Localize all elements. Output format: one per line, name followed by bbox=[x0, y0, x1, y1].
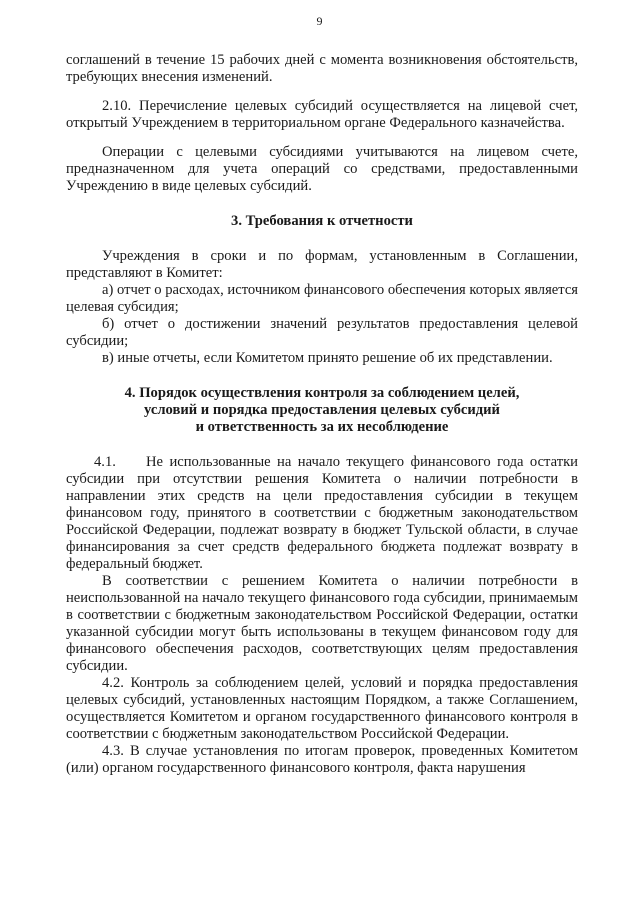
paragraph-4-1-continued: В соответствии с решением Комитета о наличии потребности в неиспользованной на начало текущего финансового года субсидии, принимаемым в соответствии с бюджетным законодательством Российской Федерации, остатки указанной субсидии могут быть использованы в текущем финансовом году для финансового обеспечения расходов, соответствующих целям предоставления субсидии. bbox=[66, 573, 578, 674]
paragraph-4-3: 4.3. В случае установления по итогам проверок, проведенных Комитетом (или) органом государственного финансового контроля, факта нарушения bbox=[66, 743, 578, 776]
section-4-heading-line-2: условий и порядка предоставления целевых субсидий bbox=[144, 402, 500, 418]
section-3-item-b: б) отчет о достижении значений результатов предоставления целевой субсидии; bbox=[66, 316, 578, 349]
section-3-item-a: а) отчет о расходах, источником финансового обеспечения которых является целевая субсидия; bbox=[66, 282, 579, 315]
paragraph-4-1-text: Не использованные на начало текущего финансового года остатки субсидии при отсутствии решения Комитета о наличии потребности в направлении этих средств на цели предоставления субсидии в текущем финансовом году, принятого в соответствии с бюджетным законодательством Российской Федерации, подлежат возврату в бюджет Тульской области, в случае финансирования за счет средств федерального бюджета подлежат возврату в федеральный бюджет. bbox=[66, 454, 578, 572]
section-4-heading bbox=[66, 385, 578, 436]
section-3-intro: Учреждения в сроки и по формам, установленным в Соглашении, представляют в Комитет: bbox=[66, 248, 578, 281]
page-number: 9 bbox=[316, 14, 323, 28]
section-4-heading-line-1: 4. Порядок осуществления контроля за соблюдением целей, bbox=[124, 385, 520, 401]
paragraph-4-2: 4.2. Контроль за соблюдением целей, условий и порядка предоставления целевых субсидий, установленных настоящим Порядком, а также Соглашением, осуществляется Комитетом и органом государственного финансового контроля в соответствии с бюджетным законодательством Российской Федерации. bbox=[66, 675, 578, 742]
paragraph-4-1 bbox=[66, 454, 578, 573]
section-3-heading: 3. Требования к отчетности bbox=[231, 213, 413, 229]
paragraph-continuation: соглашений в течение 15 рабочих дней с момента возникновения обстоятельств, требующих внесения изменений. bbox=[66, 52, 578, 85]
document-body bbox=[66, 52, 578, 777]
section-3-item-c: в) иные отчеты, если Комитетом принято решение об их представлении. bbox=[102, 350, 553, 366]
clause-number-4-1: 4.1. bbox=[94, 454, 116, 470]
section-4-heading-line-3: и ответственность за их несоблюдение bbox=[195, 419, 449, 435]
paragraph-2-10: 2.10. Перечисление целевых субсидий осуществляется на лицевой счет, открытый Учреждением в территориальном органе Федерального казначейства. bbox=[66, 98, 578, 131]
paragraph-operations: Операции с целевыми субсидиями учитываются на лицевом счете, предназначенном для учета операций со средствами, предоставленными Учреждению в виде целевых субсидий. bbox=[66, 144, 578, 194]
